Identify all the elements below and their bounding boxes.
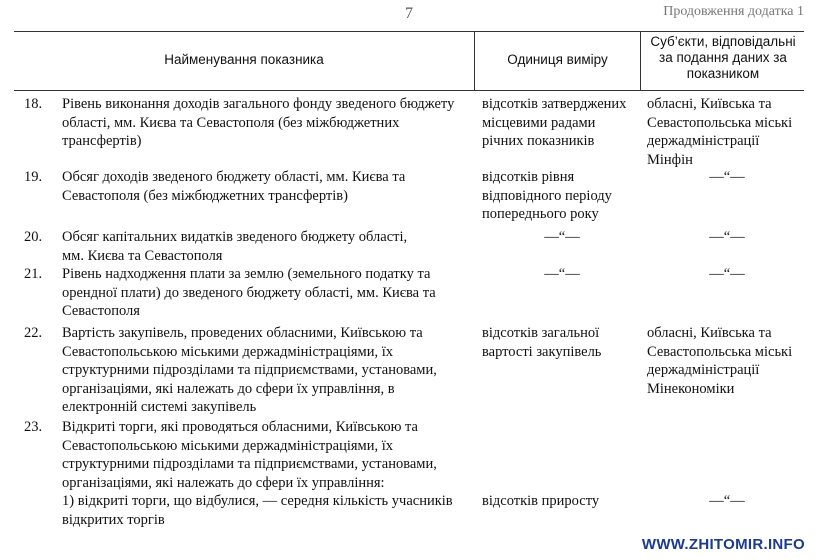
indicator-name: Рівень надходження плати за землю (земельного податку та орендної плати) до зведеного бюджету області, мм. Києва та Севастополя xyxy=(62,266,436,319)
column-header-subjects: Суб’єкти, відповідальні за подання даних за показником xyxy=(650,34,796,81)
continuation-label: Продовження додатка 1 xyxy=(663,4,804,19)
responsible-subjects: —“— xyxy=(709,493,745,509)
unit-of-measure: відсотків загальної вартості закупівель xyxy=(482,325,602,360)
column-header-name: Найменування показника xyxy=(164,52,324,67)
row-number: 18. xyxy=(24,96,43,112)
column-header-unit: Одиниця виміру xyxy=(507,52,608,67)
row-number: 20. xyxy=(24,229,43,245)
responsible-subjects: —“— xyxy=(709,266,745,282)
header-bottom-border xyxy=(14,90,804,91)
unit-of-measure: відсотків приросту xyxy=(482,493,600,509)
responsible-subjects: —“— xyxy=(709,229,745,245)
row-number: 19. xyxy=(24,169,43,185)
row-number: 21. xyxy=(24,266,43,282)
unit-of-measure: —“— xyxy=(544,266,580,282)
table-top-border xyxy=(14,31,804,32)
responsible-subjects: обласні, Київська та Севастопольська міські держадміністрації Мінфін xyxy=(647,96,793,168)
indicator-name: Вартість закупівель, проведених обласними, Київською та Севастопольською міськими держадміністраціями, їх структурними підрозділами та підприємствами, установами, організаціями, які належать до сфери їх управління, в електронній системі закупівель xyxy=(62,325,437,415)
indicator-name: Відкриті торги, які проводяться обласними, Київською та Севастопольською міськими держадміністраціями, їх структурними підрозділами та підприємствами, установами, організаціями, які належать до сфери їх управління: xyxy=(62,419,437,491)
responsible-subjects: —“— xyxy=(709,169,745,185)
sub-indicator-name: 1) відкриті торги, що відбулися, — середня кількість учасників відкритих торгів xyxy=(62,493,453,528)
page-number: 7 xyxy=(405,5,413,22)
responsible-subjects: обласні, Київська та Севастопольська міські держадміністрації Мінекономіки xyxy=(647,325,793,397)
indicator-name: Обсяг доходів зведеного бюджету області, мм. Києва та Севастополя (без міжбюджетних трансфертів) xyxy=(62,169,406,204)
unit-of-measure: —“— xyxy=(544,229,580,245)
unit-of-measure: відсотків затверджених місцевими радами річних показників xyxy=(482,96,627,149)
indicator-name: Рівень виконання доходів загального фонду зведеного бюджету області, мм. Києва та Севастополя (без міжбюджетних трансфертів) xyxy=(62,96,455,149)
row-number: 23. xyxy=(24,419,43,435)
indicator-name: Обсяг капітальних видатків зведеного бюджету області, мм. Києва та Севастополя xyxy=(62,229,408,264)
row-number: 22. xyxy=(24,325,43,341)
watermark: WWW.ZHITOMIR.INFO xyxy=(639,535,808,554)
unit-of-measure: відсотків рівня відповідного періоду попереднього року xyxy=(482,169,612,222)
